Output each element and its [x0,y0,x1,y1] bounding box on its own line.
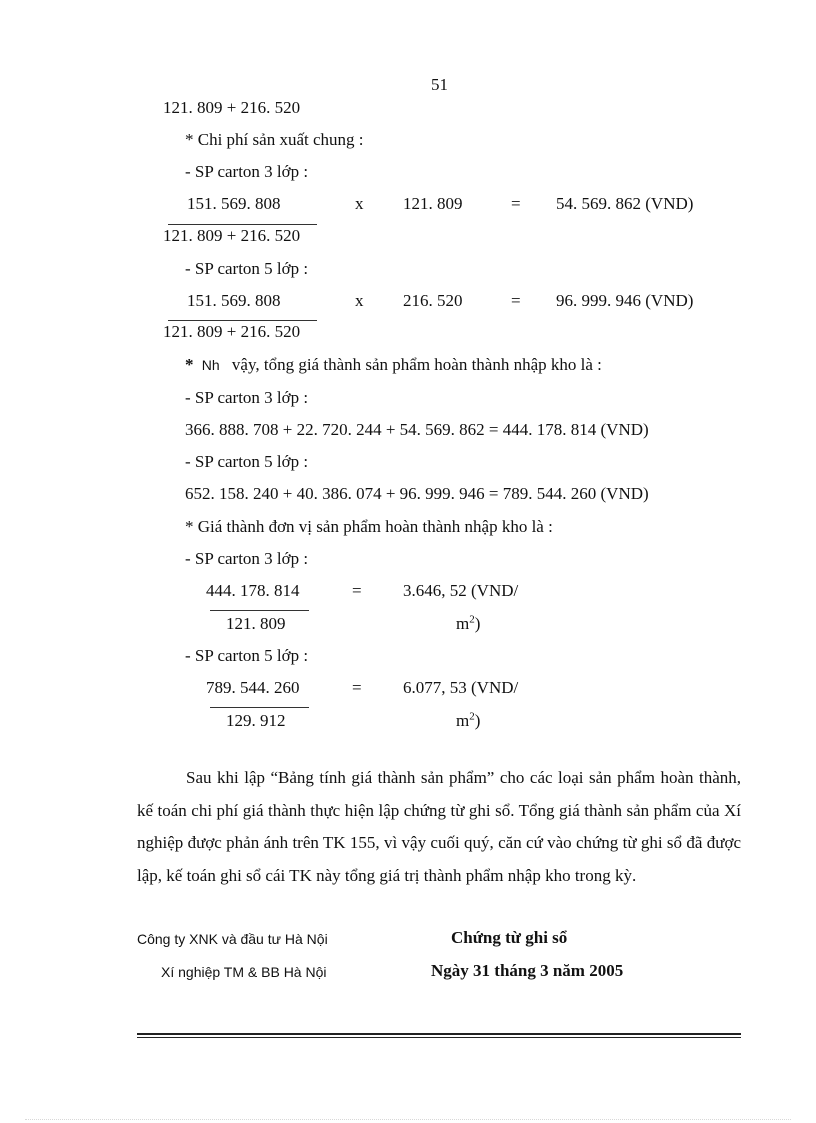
formula1-result: 54. 569. 862 (VND) [556,194,694,213]
formula1-times: x [355,194,364,213]
unit1-unit: $m^2$) [456,613,481,633]
formula1-denominator: 121. 809 + 216. 520 [163,226,301,245]
formula1-equals: = [511,194,521,213]
enterprise-name: Xí nghiệp TM & BB Hà Nội [161,964,327,980]
unit2-result: 6.077, 53 (VND/ [403,678,519,697]
formula1-factor: 121. 809 [403,194,463,213]
unit2-equals: = [352,678,362,697]
unit2-denominator: 129. 912 [226,711,286,730]
formula2-denominator: 121. 809 + 216. 520 [163,322,301,341]
product-label-3-layer: - SP carton 3 lớp : [185,162,309,181]
unit2-numerator: 789. 544. 260 [206,678,300,697]
formula2-fraction-bar [168,320,317,321]
unit1-equals: = [352,581,362,600]
total-sum-5-layer: 652. 158. 240 + 40. 386. 074 + 96. 999. 946 = 789. 544. 260 (VND) [185,484,649,503]
heading-star: * [185,355,194,374]
page-bottom-dotted-edge [25,1119,791,1120]
page-number: 51 [431,75,448,94]
total-label-5-layer: - SP carton 5 lớp : [185,452,309,471]
formula2-factor: 216. 520 [403,291,463,310]
section-heading-unit-cost: * Giá thành đơn vị sản phẩm hoàn thành nhập kho là : [185,517,553,536]
unit-label-5-layer: - SP carton 5 lớp : [185,646,309,665]
formula2-equals: = [511,291,521,310]
formula2-times: x [355,291,364,310]
section-heading-total [185,355,602,375]
total-sum-3-layer: 366. 888. 708 + 22. 720. 244 + 54. 569. 862 = 444. 178. 814 (VND) [185,420,649,439]
unit-label-3-layer: - SP carton 3 lớp : [185,549,309,568]
footer-double-rule-top [137,1033,741,1035]
formula2-result: 96. 999. 946 (VND) [556,291,694,310]
total-label-3-layer: - SP carton 3 lớp : [185,388,309,407]
formula1-numerator: 151. 569. 808 [187,194,281,213]
formula2-numerator: 151. 569. 808 [187,291,281,310]
body-paragraph-text: Sau khi lập “Bảng tính giá thành sản phẩm” cho các loại sản phẩm hoàn thành, kế toán chi phí giá thành thực hiện lập chứng từ ghi sổ. Tổng giá thành sản phẩm của Xí nghiệp được phản ánh trên TK 155, vì vậy cuối quý, căn cứ vào chứng từ ghi sổ đã được lập, kế toán ghi sổ cái TK này tổng giá trị thành phẩm nhập kho trong kỳ. [137,768,741,885]
heading-nh-fragment: Nh [201,357,220,373]
unit1-numerator: 444. 178. 814 [206,581,300,600]
footer-double-rule-bottom [137,1037,741,1038]
unit1-denominator: 121. 809 [226,614,286,633]
heading-total-text: vậy, tổng giá thành sản phẩm hoàn thành nhập kho là : [231,355,602,374]
company-name: Công ty XNK và đầu tư Hà Nội [137,931,328,947]
unit2-fraction-bar [210,707,309,708]
unit2-unit: $m^2$) [456,710,481,730]
document-date: Ngày 31 tháng 3 năm 2005 [431,961,624,980]
body-paragraph [137,762,741,892]
fraction-denominator-carryover: 121. 809 + 216. 520 [163,98,301,117]
unit1-fraction-bar [210,610,309,611]
unit1-result: 3.646, 52 (VND/ [403,581,519,600]
section-heading-overhead: * Chi phí sản xuất chung : [185,130,364,149]
product-label-5-layer: - SP carton 5 lớp : [185,259,309,278]
document-title: Chứng từ ghi sổ [451,928,568,947]
formula1-fraction-bar [168,224,317,225]
